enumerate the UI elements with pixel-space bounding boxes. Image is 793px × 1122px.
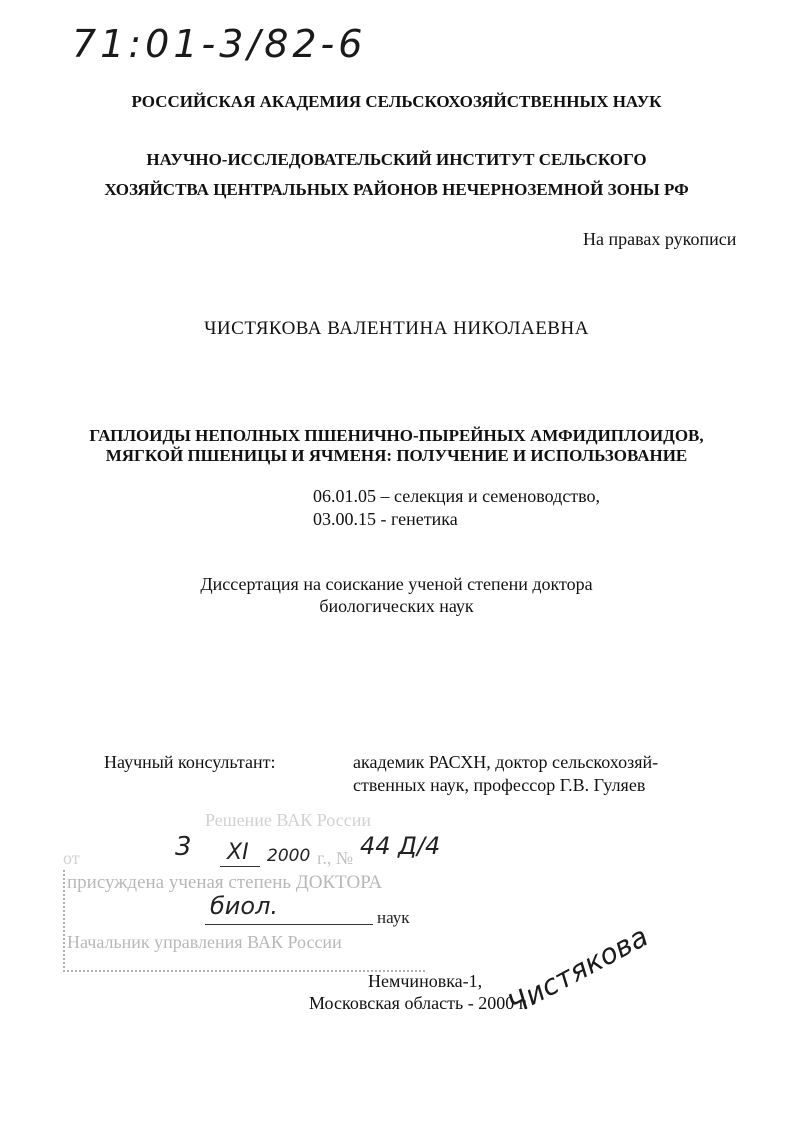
academy-name: РОССИЙСКАЯ АКАДЕМИЯ СЕЛЬСКОХОЗЯЙСТВЕННЫХ НАУК xyxy=(131,92,662,111)
place-line1: Немчиновка-1, xyxy=(368,971,483,991)
vak-stamp xyxy=(55,790,440,975)
thesis-title-line2: МЯГКОЙ ПШЕНИЦЫ И ЯЧМЕНЯ: ПОЛУЧЕНИЕ И ИСПОЛЬЗОВАНИЕ xyxy=(105,446,688,465)
archive-number: 71:01-3/82-6 xyxy=(72,22,367,66)
specialty-1: 06.01.05 – селекция и семеноводство, xyxy=(313,486,601,506)
thesis-title-line1: ГАПЛОИДЫ НЕПОЛНЫХ ПШЕНИЧНО-ПЫРЕЙНЫХ АМФИДИПЛОИДОВ, xyxy=(89,426,704,445)
stamp-frame xyxy=(63,870,425,972)
stamp-field-suffix: наук xyxy=(377,908,410,927)
stamp-handwritten-year: 2000 xyxy=(267,846,311,866)
degree-line2: биологических наук xyxy=(319,596,474,616)
consultant-label: Научный консультант: xyxy=(104,752,276,772)
stamp-handwritten-field: биол. xyxy=(210,892,279,920)
consultant-line1: академик РАСХН, доктор сельскохозяй- xyxy=(353,752,659,772)
author-name: ЧИСТЯКОВА ВАЛЕНТИНА НИКОЛАЕВНА xyxy=(204,318,589,339)
manuscript-rights: На правах рукописи xyxy=(583,229,737,249)
stamp-handwritten-day: 3 xyxy=(175,832,192,862)
stamp-footer: Начальник управления ВАК России xyxy=(67,932,342,952)
stamp-line-4: присуждена ученая степень ДОКТОРА xyxy=(67,872,383,893)
stamp-line-3: от xyxy=(63,848,80,868)
author-signature: Чистякова xyxy=(502,919,654,1022)
stamp-protocol-prefix: г., № xyxy=(317,848,354,868)
place-line2: Московская область - 2000 г. xyxy=(309,993,529,1013)
specialty-2: 03.00.15 - генетика xyxy=(313,509,458,529)
consultant-line2: ственных наук, профессор Г.В. Гуляев xyxy=(353,775,646,795)
institute-name-line1: НАУЧНО-ИССЛЕДОВАТЕЛЬСКИЙ ИНСТИТУТ СЕЛЬСКОГО xyxy=(146,150,647,169)
stamp-handwritten-month: XI xyxy=(227,840,249,865)
degree-line1: Диссертация на соискание ученой степени доктора xyxy=(200,574,593,594)
stamp-handwritten-number: 44 Д/4 xyxy=(360,832,441,860)
stamp-line-2: Решение ВАК России xyxy=(205,810,371,830)
institute-name-line2: ХОЗЯЙСТВА ЦЕНТРАЛЬНЫХ РАЙОНОВ НЕЧЕРНОЗЕМНОЙ ЗОНЫ РФ xyxy=(104,180,689,199)
